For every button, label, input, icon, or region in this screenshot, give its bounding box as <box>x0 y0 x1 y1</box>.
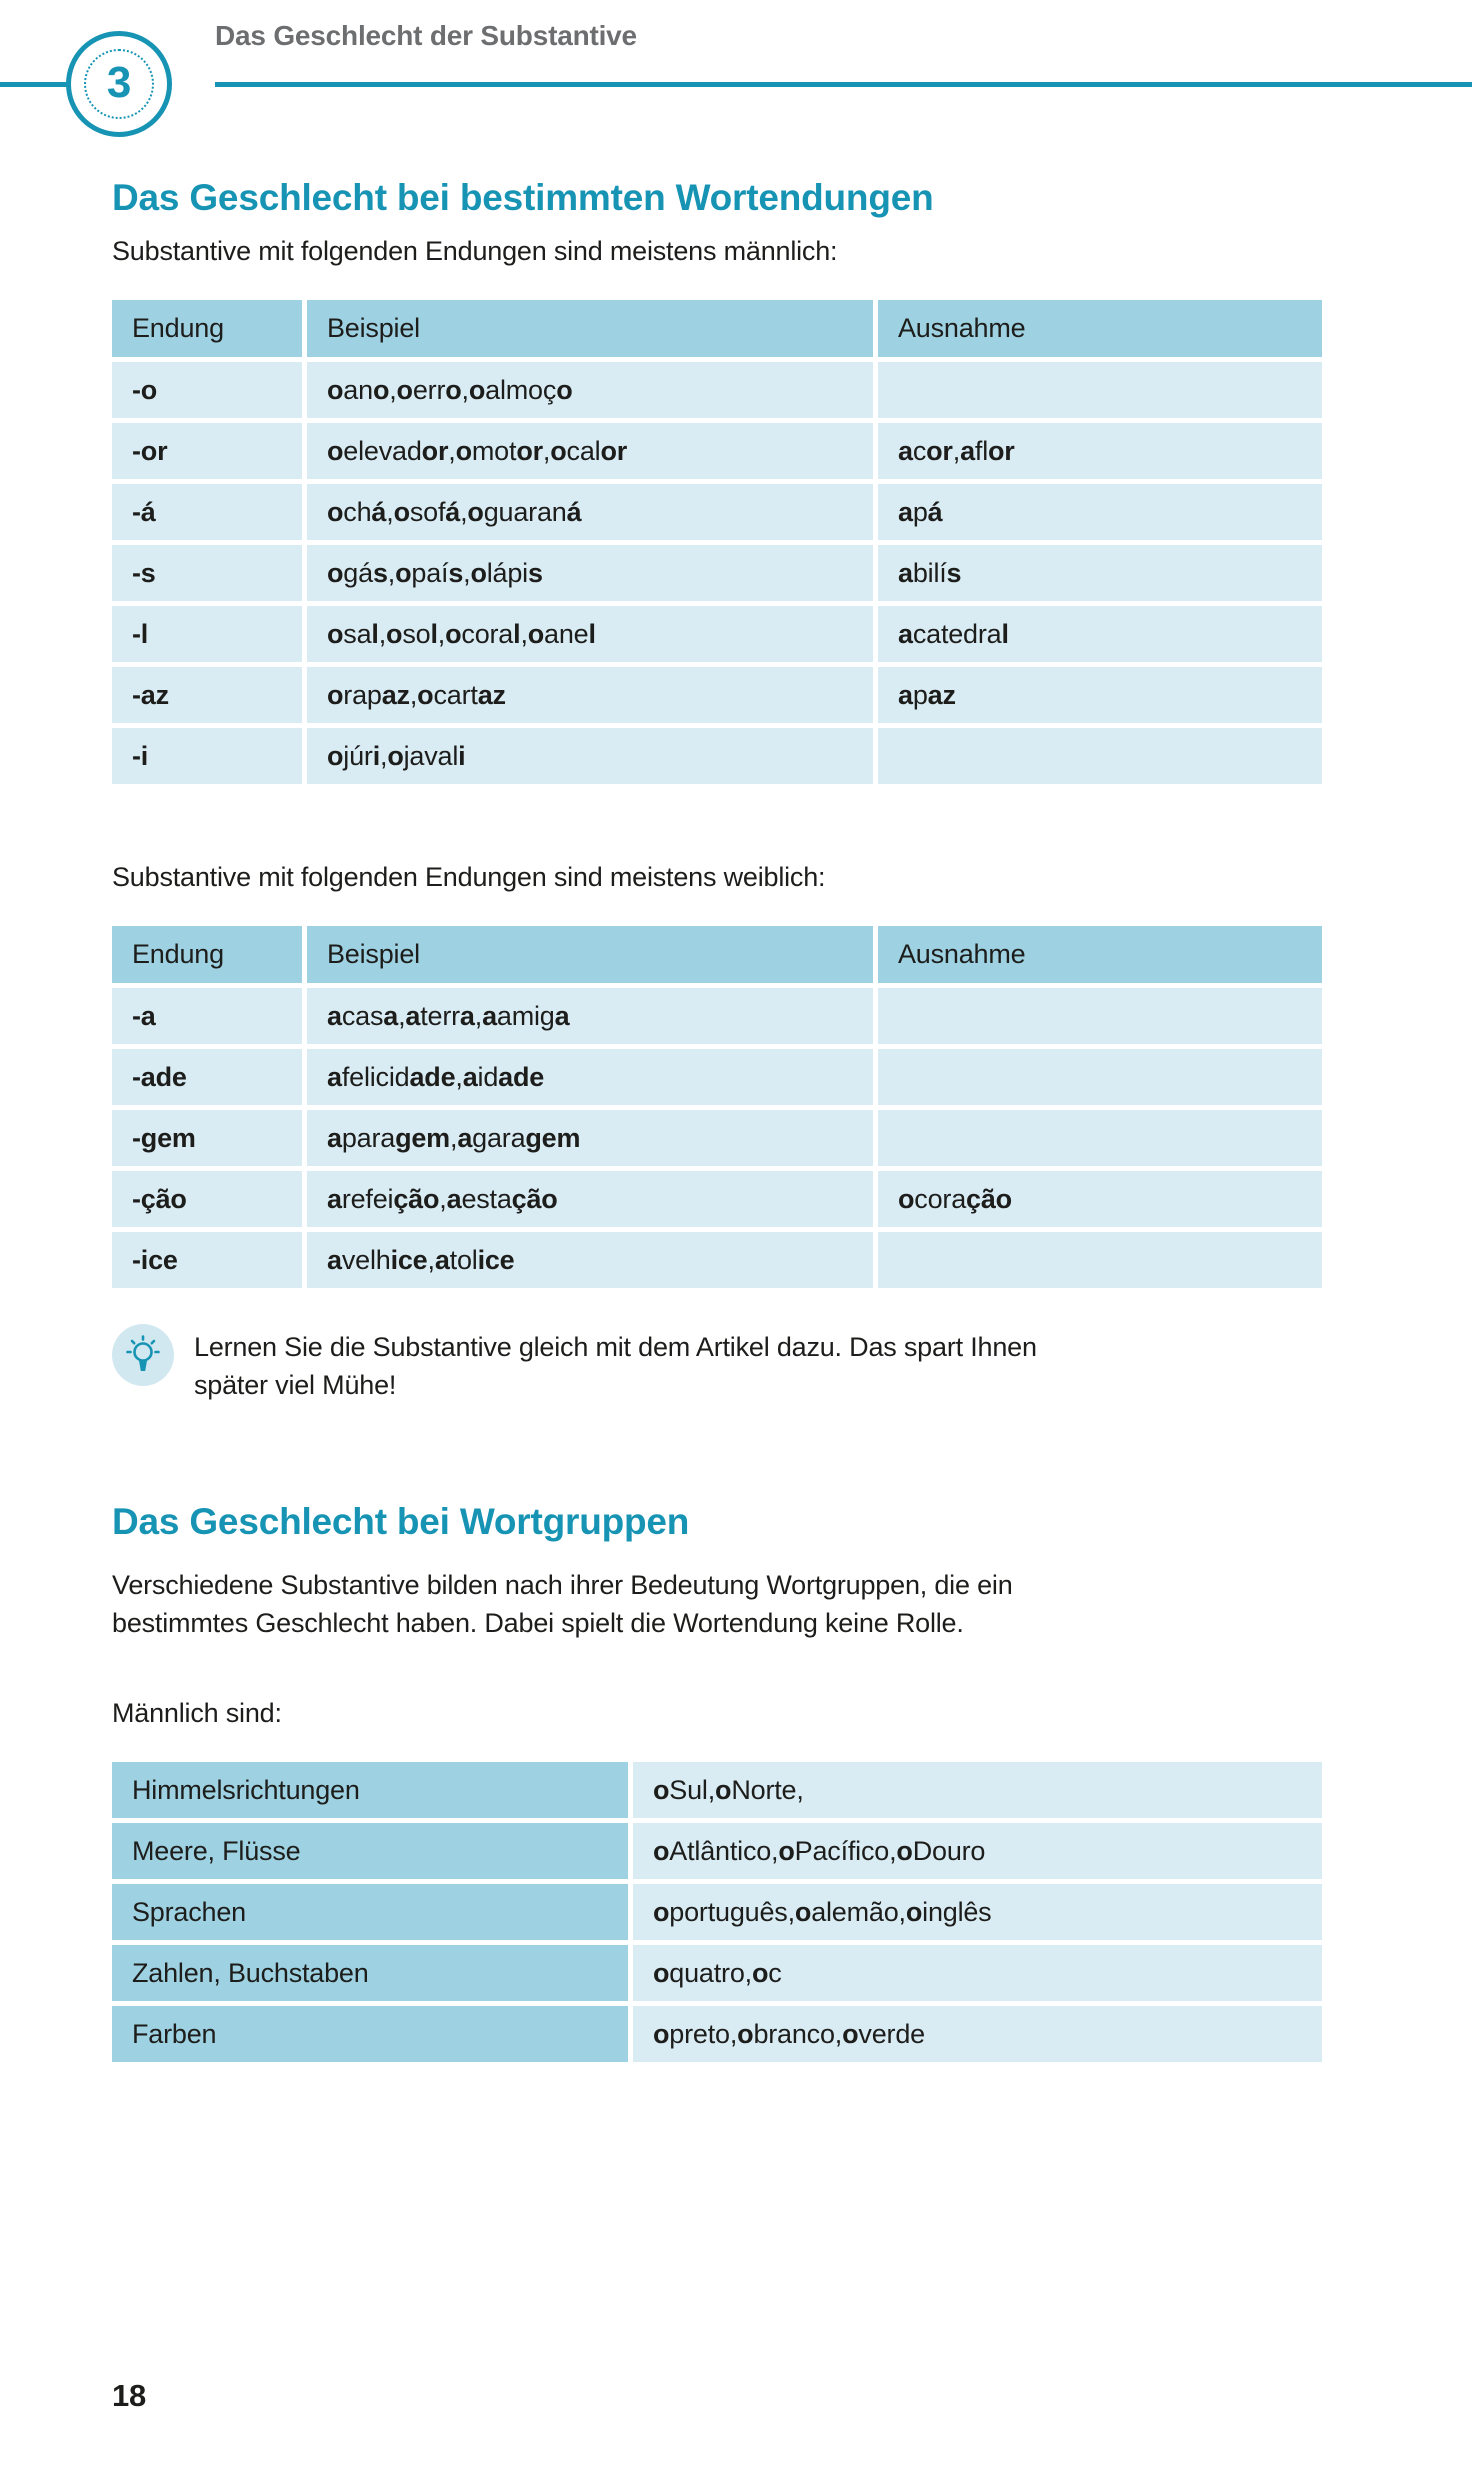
ausnahme-cell: a p az <box>878 667 1322 723</box>
ausnahme-cell: o cora ção <box>878 1171 1322 1227</box>
endung-cell: -ção <box>112 1171 302 1227</box>
endung-cell: -gem <box>112 1110 302 1166</box>
paragraph-line: Verschiedene Substantive bilden nach ihrer Bedeutung Wortgruppen, die ein <box>112 1570 1013 1600</box>
endung-cell: -a <box>112 988 302 1044</box>
endung-cell: -i <box>112 728 302 784</box>
beispiel-cell: o sa l , o so l , o cora l , o ane l <box>307 606 873 662</box>
examples-cell: o Atlântico, o Pacífico, o Douro <box>633 1823 1322 1879</box>
endung-cell: -az <box>112 667 302 723</box>
chapter-badge-inner-ring <box>84 49 154 119</box>
chapter-badge <box>66 31 172 137</box>
endung-cell: -ice <box>112 1232 302 1288</box>
ausnahme-cell <box>878 1049 1322 1105</box>
examples-cell: o preto, o branco, o verde <box>633 2006 1322 2062</box>
ausnahme-cell: a c or , a fl or <box>878 423 1322 479</box>
chapter-number: 3 <box>106 58 132 107</box>
beispiel-cell: o júr i , o javal i <box>307 728 873 784</box>
category-cell: Farben <box>112 2006 628 2062</box>
ausnahme-cell: a bilí s <box>878 545 1322 601</box>
column-header-ausnahme: Ausnahme <box>878 300 1322 357</box>
ausnahme-cell <box>878 988 1322 1044</box>
endung-cell: -o <box>112 362 302 418</box>
beispiel-cell: o ch á , o sof á , o guaran á <box>307 484 873 540</box>
examples-cell: o quatro, o c <box>633 1945 1322 2001</box>
category-cell: Sprachen <box>112 1884 628 1940</box>
beispiel-cell: a cas a , a terr a , a amig a <box>307 988 873 1044</box>
chapter-title: Das Geschlecht der Substantive <box>215 20 637 51</box>
paragraph-line: bestimmtes Geschlecht haben. Dabei spielt die Wortendung keine Rolle. <box>112 1608 964 1638</box>
beispiel-cell: o gá s , o paí s , o lápi s <box>307 545 873 601</box>
beispiel-cell: a felicid ade , a id ade <box>307 1049 873 1105</box>
wortgruppen-paragraph <box>112 1566 1322 1642</box>
column-header-ausnahme: Ausnahme <box>878 926 1322 983</box>
beispiel-cell: o rap az , o cart az <box>307 667 873 723</box>
section-heading-wortgruppen: Das Geschlecht bei Wortgruppen <box>112 1501 690 1542</box>
column-header-endung: Endung <box>112 926 302 983</box>
intro-masculine: Substantive mit folgenden Endungen sind meistens männlich: <box>112 236 838 266</box>
word-groups-table <box>112 1762 1322 2062</box>
endung-cell: -ade <box>112 1049 302 1105</box>
column-header-beispiel: Beispiel <box>307 926 873 983</box>
endung-cell: -á <box>112 484 302 540</box>
beispiel-cell: a para gem , a gara gem <box>307 1110 873 1166</box>
intro-feminine: Substantive mit folgenden Endungen sind meistens weiblich: <box>112 862 826 892</box>
endung-cell: -or <box>112 423 302 479</box>
group-label-masculine: Männlich sind: <box>112 1698 282 1728</box>
examples-cell: o português, o alemão, o inglês <box>633 1884 1322 1940</box>
category-cell: Himmelsrichtungen <box>112 1762 628 1818</box>
beispiel-cell: a velh ice , a tol ice <box>307 1232 873 1288</box>
page-number: 18 <box>112 2378 147 2413</box>
lightbulb-icon <box>112 1324 174 1386</box>
ausnahme-cell: a catedra l <box>878 606 1322 662</box>
ausnahme-cell <box>878 362 1322 418</box>
header-rule-left <box>0 82 70 87</box>
ausnahme-cell <box>878 1232 1322 1288</box>
endings-table-feminine <box>112 926 1322 1288</box>
endung-cell: -l <box>112 606 302 662</box>
examples-cell: o Sul, o Norte, <box>633 1762 1322 1818</box>
ausnahme-cell: a p á <box>878 484 1322 540</box>
tip-line: Lernen Sie die Substantive gleich mit dem Artikel dazu. Das spart Ihnen <box>194 1332 1037 1362</box>
beispiel-cell: o elevad or , o mot or , o cal or <box>307 423 873 479</box>
tip-box <box>112 1324 1322 1404</box>
page-content <box>112 140 1322 2062</box>
ausnahme-cell <box>878 1110 1322 1166</box>
tip-text <box>194 1324 1037 1404</box>
beispiel-cell: a refei ção , a esta ção <box>307 1171 873 1227</box>
tip-line: später viel Mühe! <box>194 1370 397 1400</box>
category-cell: Zahlen, Buchstaben <box>112 1945 628 2001</box>
category-cell: Meere, Flüsse <box>112 1823 628 1879</box>
column-header-endung: Endung <box>112 300 302 357</box>
column-header-beispiel: Beispiel <box>307 300 873 357</box>
section-heading-wortendungen: Das Geschlecht bei bestimmten Wortendungen <box>112 177 934 218</box>
endung-cell: -s <box>112 545 302 601</box>
ausnahme-cell <box>878 728 1322 784</box>
header-rule <box>215 82 1472 87</box>
endings-table-masculine <box>112 300 1322 784</box>
beispiel-cell: o an o , o err o , o almoç o <box>307 362 873 418</box>
